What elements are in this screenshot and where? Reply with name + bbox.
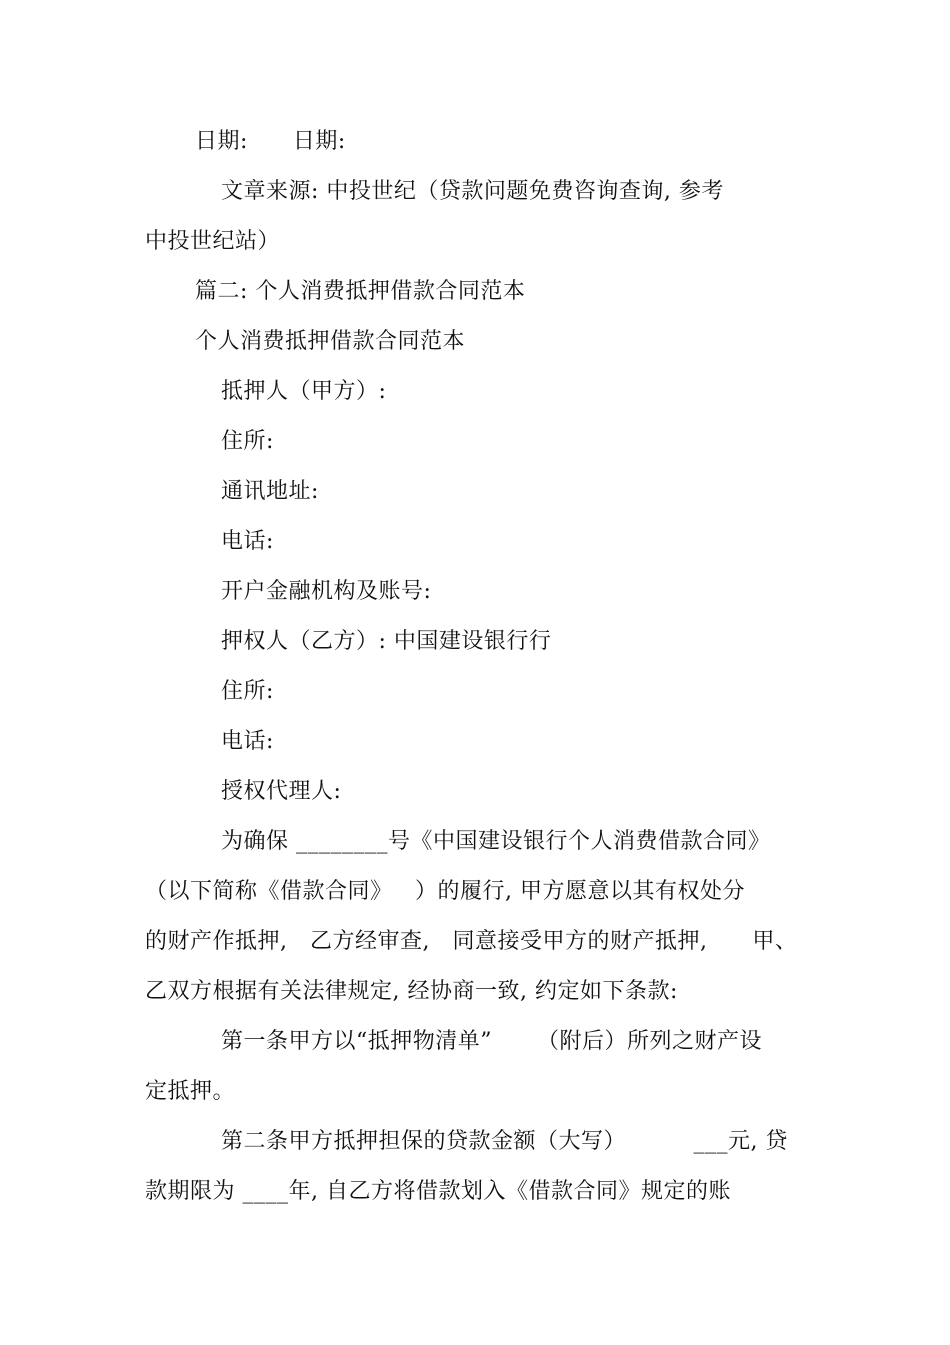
bank-account-label: 开户金融机构及账号: — [221, 579, 432, 604]
mortgagee-label: 押权人（乙方）: 中国建设银行行 — [221, 629, 552, 654]
preamble-line-4: 乙双方根据有关法律规定, 经协商一致, 约定如下条款: — [145, 979, 678, 1004]
date-line: 日期: 日期: — [195, 129, 346, 154]
preamble-line-1: 为确保 ________号《中国建设银行个人消费借款合同》 — [221, 829, 771, 854]
phone-label: 电话: — [221, 529, 274, 554]
address-label: 住所: — [221, 429, 274, 454]
preamble-line-2: （以下简称《借款合同》 ）的履行, 甲方愿意以其有权处分 — [145, 879, 745, 904]
mailing-address-label: 通讯地址: — [221, 479, 319, 504]
section-heading: 篇二: 个人消费抵押借款合同范本 — [195, 279, 526, 304]
source-line: 文章来源: 中投世纪（贷款问题免费咨询查询, 参考 — [221, 179, 724, 204]
mortgagor-label: 抵押人（甲方）: — [221, 379, 387, 404]
contract-title: 个人消费抵押借款合同范本 — [195, 329, 466, 354]
article-1-line-1: 第一条甲方以“抵押物清单” （附后）所列之财产设 — [221, 1029, 762, 1054]
article-2-line-2: 款期限为 ____年, 自乙方将借款划入《借款合同》规定的账 — [145, 1179, 731, 1204]
source-line-continued: 中投世纪站） — [145, 229, 281, 254]
mortgagee-phone-label: 电话: — [221, 729, 274, 754]
article-2-line-1: 第二条甲方抵押担保的贷款金额（大写） ___元, 贷 — [221, 1129, 788, 1154]
preamble-line-3: 的财产作抵押, 乙方经审查, 同意接受甲方的财产抵押, 甲、 — [145, 929, 798, 954]
authorized-agent-label: 授权代理人: — [221, 779, 342, 804]
mortgagee-address-label: 住所: — [221, 679, 274, 704]
article-1-line-2: 定抵押。 — [145, 1079, 236, 1104]
